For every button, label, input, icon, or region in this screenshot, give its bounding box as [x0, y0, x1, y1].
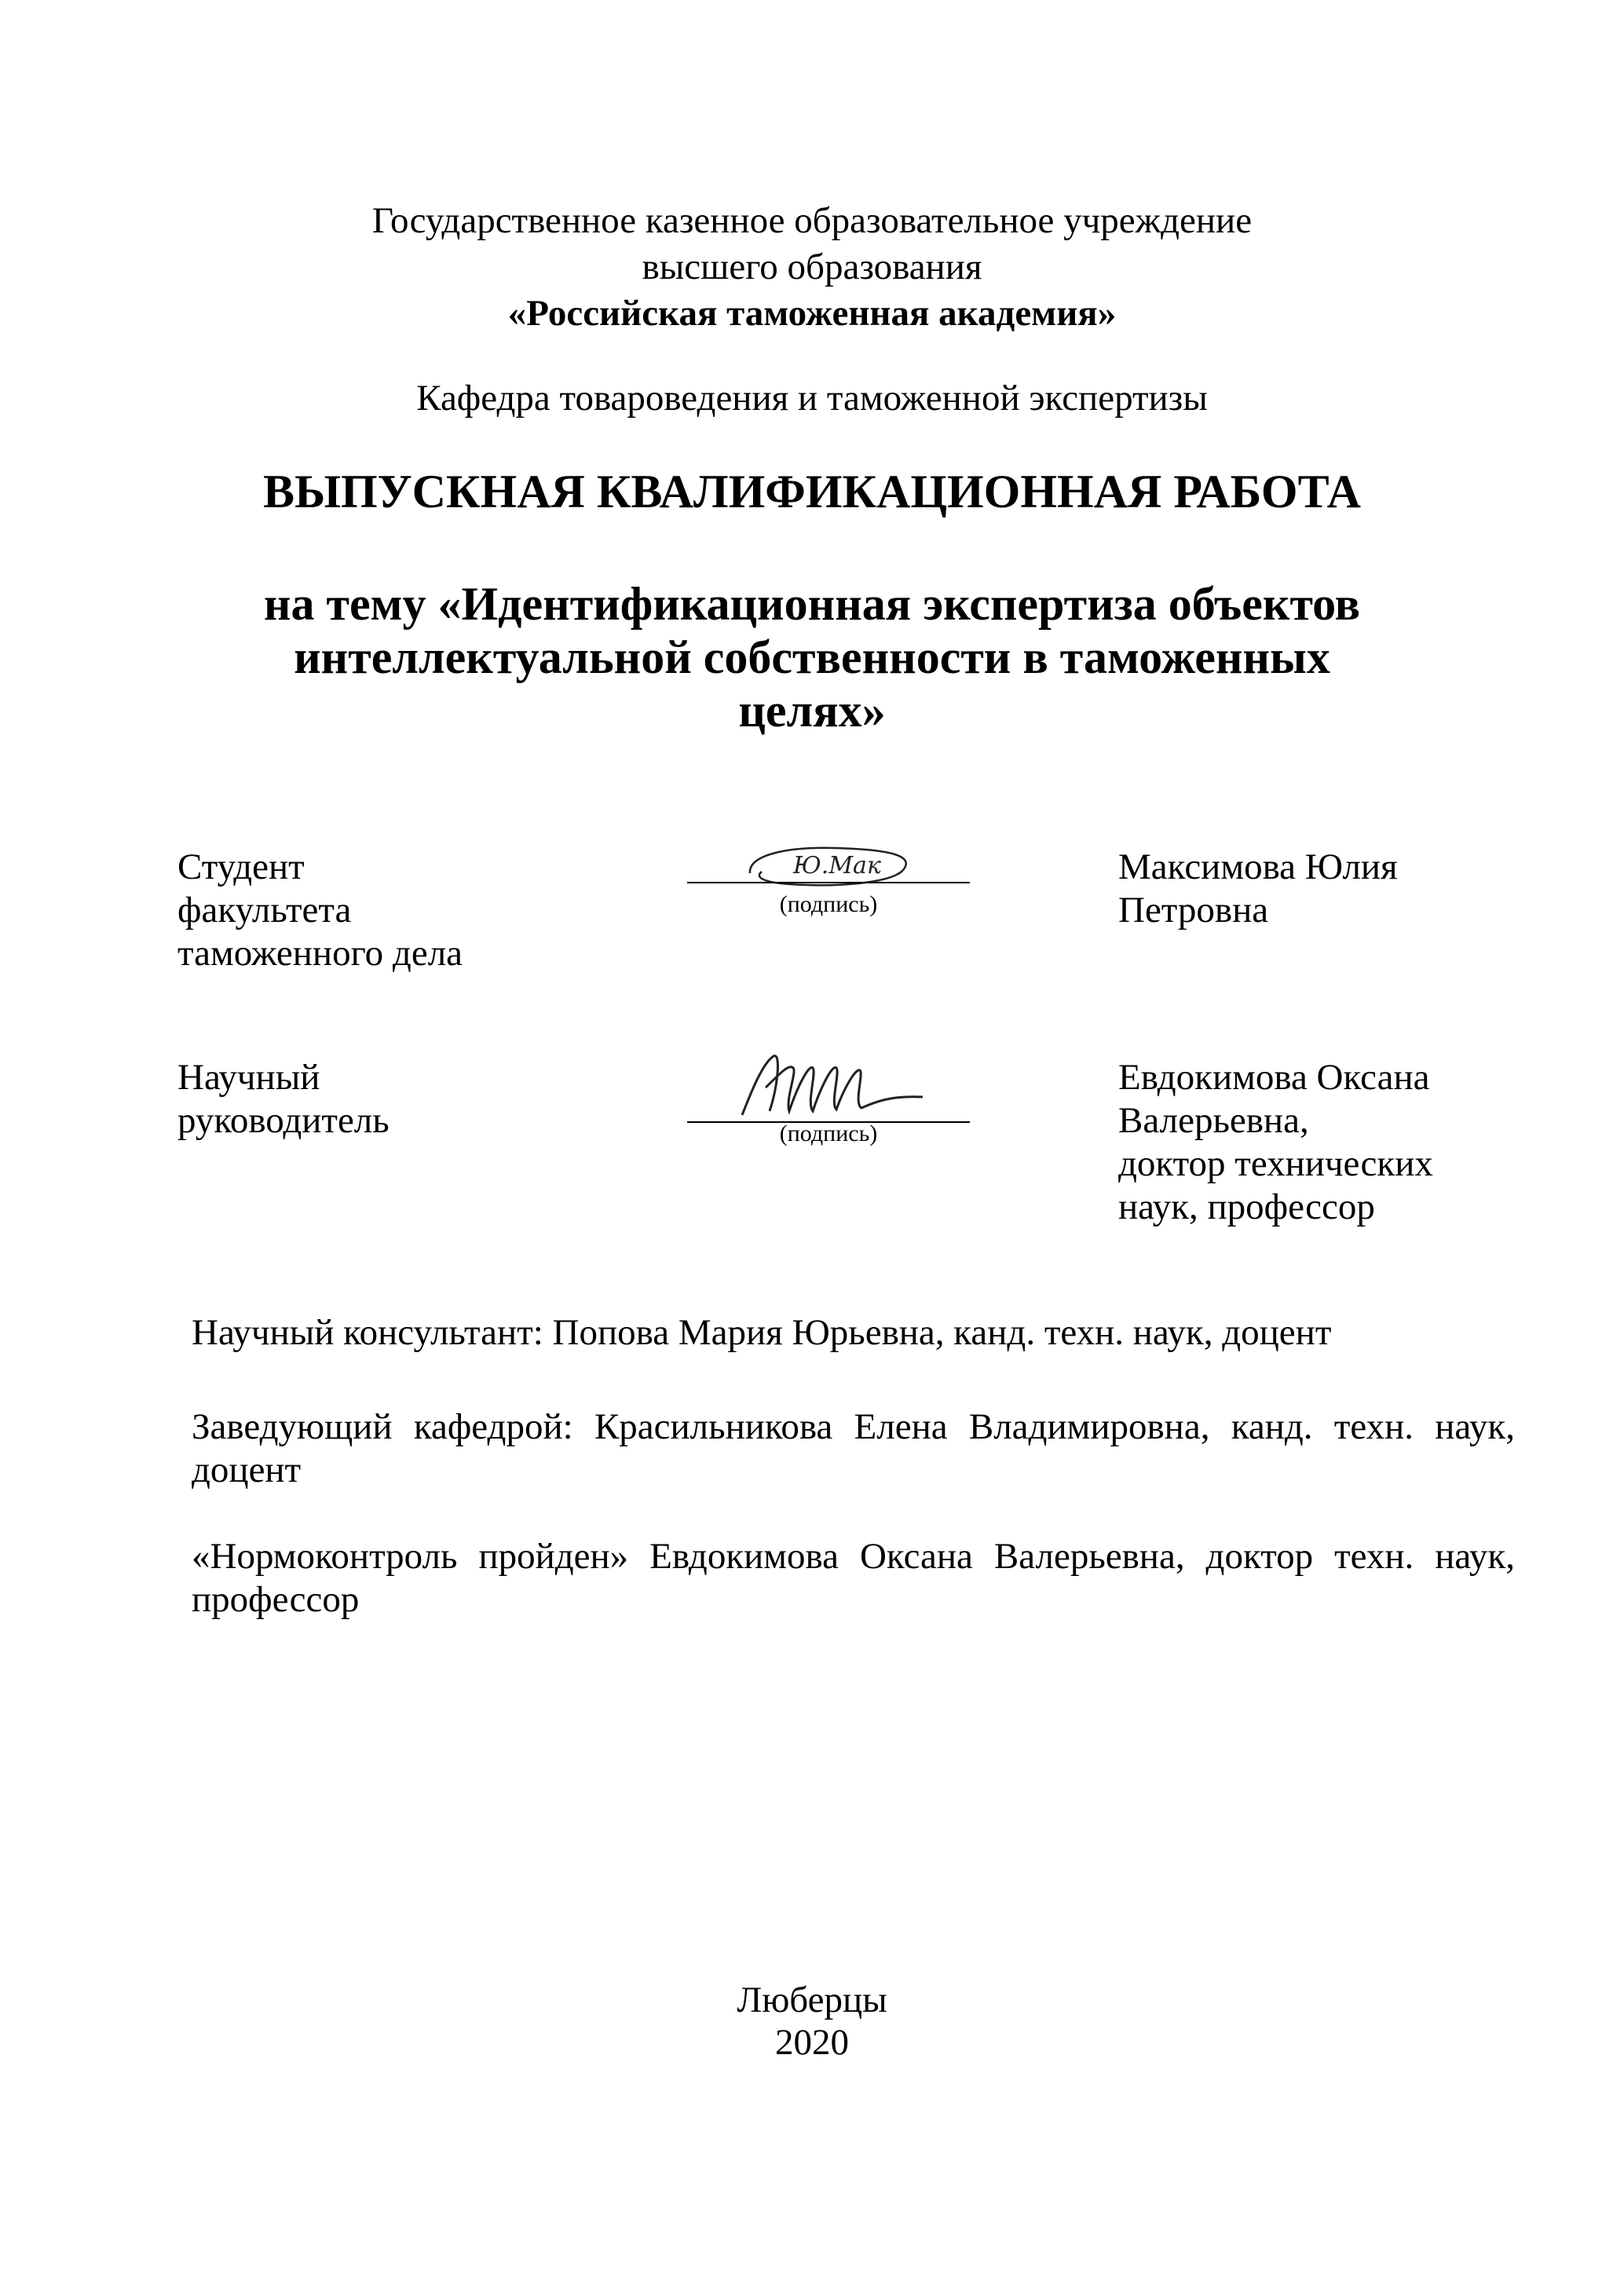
- student-signature-text: Ю.Мак: [793, 852, 881, 879]
- student-name: [1118, 846, 1558, 932]
- department-name: Кафедра товароведения и таможенной экспертизы: [416, 378, 1208, 419]
- student-name-line-1: Максимова Юлия: [1118, 846, 1398, 887]
- thesis-topic: [0, 577, 1624, 737]
- student-signature-block: [687, 836, 970, 938]
- department-head-note: Заведующий кафедрой: Красильникова Елена Владимировна, канд. техн. наук, доцент: [192, 1406, 1515, 1490]
- work-type-title: ВЫПУСКНАЯ КВАЛИФИКАЦИОННАЯ РАБОТА: [263, 466, 1361, 517]
- student-role-line-1: Студент: [177, 846, 305, 887]
- student-signature-image: [742, 840, 931, 895]
- supervisor-name-line-4: наук, профессор: [1118, 1186, 1375, 1227]
- supervisor-signature-image: [734, 1040, 931, 1127]
- student-signature-line: [687, 882, 970, 883]
- supervisor-role-line-2: руководитель: [177, 1100, 390, 1141]
- topic-line-3: целях»: [738, 685, 886, 737]
- supervisor-role: [177, 1056, 570, 1143]
- footer-year: 2020: [775, 2022, 849, 2063]
- institution-line-1: Государственное казенное образовательное учреждение: [371, 200, 1253, 241]
- consultant-note: Научный консультант: Попова Мария Юрьевна, канд. техн. наук, доцент: [192, 1312, 1332, 1353]
- institution-line-2: высшего образования: [642, 247, 982, 287]
- topic-line-2: интеллектуальной собственности в таможенных: [294, 631, 1330, 683]
- topic-line-1: на тему «Идентификационная экспертиза объектов: [263, 578, 1361, 630]
- supervisor-name-line-3: доктор технических: [1118, 1143, 1433, 1184]
- student-role: [177, 846, 570, 975]
- supervisor-name-line-1: Евдокимова Оксана: [1118, 1057, 1430, 1098]
- student-role-line-2: факультета: [177, 890, 352, 930]
- footer-city: Люберцы: [737, 1980, 887, 2020]
- supervisor-name-line-2: Валерьевна,: [1118, 1100, 1309, 1141]
- normcontrol-note: «Нормоконтроль пройден» Евдокимова Оксана Валерьевна, доктор техн. наук, профессор: [192, 1536, 1515, 1620]
- supervisor-role-line-1: Научный: [177, 1057, 320, 1098]
- supervisor-name: [1118, 1056, 1558, 1229]
- institution-name: [0, 291, 1624, 337]
- student-signature-caption: (подпись): [779, 891, 878, 917]
- supervisor-signature-caption: (подпись): [779, 1121, 878, 1146]
- institution-name-text: «Российская таможенная академия»: [507, 293, 1117, 334]
- footer: [0, 1979, 1624, 2064]
- supervisor-signature-block: [687, 1040, 970, 1150]
- student-name-line-2: Петровна: [1118, 890, 1269, 930]
- student-role-line-3: таможенного дела: [177, 933, 463, 974]
- institution-header: [0, 198, 1624, 337]
